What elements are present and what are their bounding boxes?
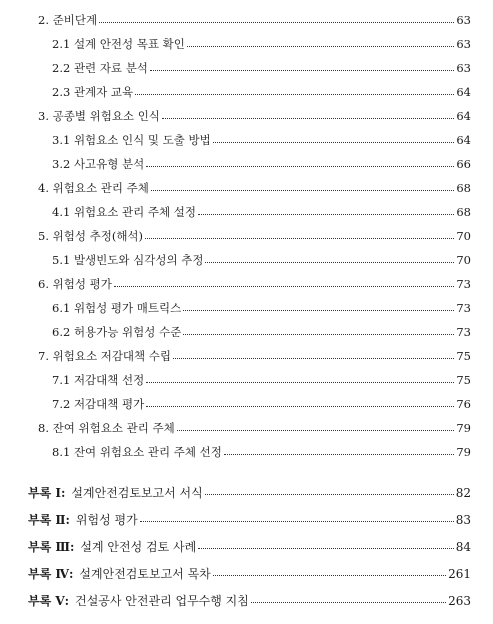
- appendix-entry[interactable]: [28, 565, 471, 582]
- dot-leader: [114, 286, 455, 287]
- appendix-number: 부록 Ⅱ:: [28, 513, 70, 527]
- toc-entry[interactable]: [52, 396, 471, 412]
- dot-leader: [198, 214, 454, 215]
- toc-entry-page: 64: [456, 109, 471, 123]
- dot-leader: [205, 494, 454, 495]
- toc-entry[interactable]: [52, 372, 471, 388]
- appendix-entry[interactable]: [28, 484, 471, 501]
- dot-leader: [213, 575, 446, 576]
- dot-leader: [99, 22, 454, 23]
- dot-leader: [140, 521, 454, 522]
- toc-entry[interactable]: [38, 276, 471, 292]
- appendix-number: 부록 Ⅰ:: [28, 486, 66, 500]
- toc-entry-title: 3. 공종별 위험요소 인식: [38, 109, 160, 123]
- toc-entry-title: 6. 위험성 평가: [38, 277, 112, 291]
- toc-entry-title: 8.1 잔여 위험요소 관리 주체 선정: [52, 445, 222, 459]
- toc-entry-title: 2.2 관련 자료 분석: [52, 61, 148, 75]
- toc-entry-title: 2.1 설계 안전성 목표 확인: [52, 37, 185, 51]
- appendix-page: 84: [455, 540, 471, 554]
- toc-entry-title: 3.2 사고유형 분석: [52, 157, 145, 171]
- toc-entry-page: 63: [456, 13, 471, 27]
- dot-leader: [183, 310, 454, 311]
- dot-leader: [251, 602, 446, 603]
- toc-entry-page: 64: [456, 85, 471, 99]
- dot-leader: [213, 142, 455, 143]
- appendix-title: 설계 안전성 검토 사례: [80, 540, 197, 554]
- toc-entry[interactable]: [52, 156, 471, 172]
- dot-leader: [162, 118, 454, 119]
- dot-leader: [146, 166, 454, 167]
- toc-entry[interactable]: [52, 300, 471, 316]
- toc-entry-title: 7.1 저감대책 선정: [52, 373, 145, 387]
- toc-entry[interactable]: [52, 252, 471, 268]
- toc-entry[interactable]: [52, 60, 471, 76]
- toc-entry-page: 63: [456, 61, 471, 75]
- toc-entry[interactable]: [52, 36, 471, 52]
- appendix-title: 설계안전검토보고서 목차: [79, 567, 211, 581]
- appendix-page: 263: [448, 594, 471, 608]
- dot-leader: [150, 70, 454, 71]
- toc-entry-page: 75: [456, 349, 471, 363]
- toc-entry-title: 8. 잔여 위험요소 관리 주체: [38, 421, 175, 435]
- dot-leader: [183, 334, 454, 335]
- dot-leader: [224, 454, 454, 455]
- toc-entry-page: 70: [456, 253, 471, 267]
- toc-entry[interactable]: [38, 180, 471, 196]
- appendix-number: 부록 Ⅳ:: [28, 567, 74, 581]
- toc-entry-title: 4.1 위험요소 관리 주체 설정: [52, 205, 196, 219]
- appendix-page: 261: [448, 567, 471, 581]
- toc-entry[interactable]: [52, 444, 471, 460]
- toc-entry[interactable]: [38, 348, 471, 364]
- toc-entry-page: 68: [456, 181, 471, 195]
- toc-entry[interactable]: [52, 204, 471, 220]
- toc-entry-page: 76: [456, 397, 471, 411]
- toc-entry[interactable]: [52, 324, 471, 340]
- toc-entry-title: 6.2 허용가능 위험성 수준: [52, 325, 182, 339]
- toc-entry-title: 5. 위험성 추정(해석): [38, 229, 144, 243]
- toc-entry[interactable]: [38, 12, 471, 28]
- dot-leader: [146, 382, 454, 383]
- appendix-page: 83: [455, 513, 471, 527]
- toc-entry-title: 4. 위험요소 관리 주체: [38, 181, 149, 195]
- appendix-entry[interactable]: [28, 511, 471, 528]
- dot-leader: [187, 46, 454, 47]
- toc-entry-page: 64: [456, 133, 471, 147]
- appendix-page: 82: [455, 486, 471, 500]
- dot-leader: [173, 358, 454, 359]
- toc-entry-title: 6.1 위험성 평가 매트릭스: [52, 301, 182, 315]
- toc-entry-title: 2. 준비단계: [38, 13, 98, 27]
- toc-entry-page: 63: [456, 37, 471, 51]
- appendix-entry[interactable]: [28, 538, 471, 555]
- dot-leader: [198, 548, 454, 549]
- dot-leader: [135, 94, 454, 95]
- toc-entry-title: 7. 위험요소 저감대책 수립: [38, 349, 172, 363]
- toc-entry-page: 79: [456, 445, 471, 459]
- toc-entry[interactable]: [38, 108, 471, 124]
- toc-entry-title: 2.3 관계자 교육: [52, 85, 134, 99]
- toc-entry[interactable]: [52, 84, 471, 100]
- toc-entry-page: 73: [456, 277, 471, 291]
- appendix-title: 위험성 평가: [75, 513, 138, 527]
- toc-entry-page: 75: [456, 373, 471, 387]
- toc-entry[interactable]: [52, 132, 471, 148]
- toc-entry-page: 73: [456, 325, 471, 339]
- toc-entry-title: 3.1 위험요소 인식 및 도출 방법: [52, 133, 211, 147]
- dot-leader: [146, 406, 454, 407]
- appendix-title: 건설공사 안전관리 업무수행 지침: [75, 594, 249, 608]
- toc-entry[interactable]: [38, 420, 471, 436]
- appendix-title: 설계안전검토보고서 서식: [71, 486, 203, 500]
- toc-entry-title: 7.2 저감대책 평가: [52, 397, 145, 411]
- dot-leader: [145, 238, 454, 239]
- appendix-number: 부록 Ⅲ:: [28, 540, 75, 554]
- toc-entry-page: 68: [456, 205, 471, 219]
- appendix-number: 부록 Ⅴ:: [28, 594, 70, 608]
- dot-leader: [205, 262, 454, 263]
- toc-entry-page: 66: [456, 157, 471, 171]
- appendix-entry[interactable]: [28, 592, 471, 609]
- toc-entry-page: 79: [456, 421, 471, 435]
- toc-entry-page: 70: [456, 229, 471, 243]
- toc-entry-page: 73: [456, 301, 471, 315]
- dot-leader: [151, 190, 455, 191]
- dot-leader: [177, 430, 455, 431]
- toc-entry[interactable]: [38, 228, 471, 244]
- toc-entry-title: 5.1 발생빈도와 심각성의 추정: [52, 253, 204, 267]
